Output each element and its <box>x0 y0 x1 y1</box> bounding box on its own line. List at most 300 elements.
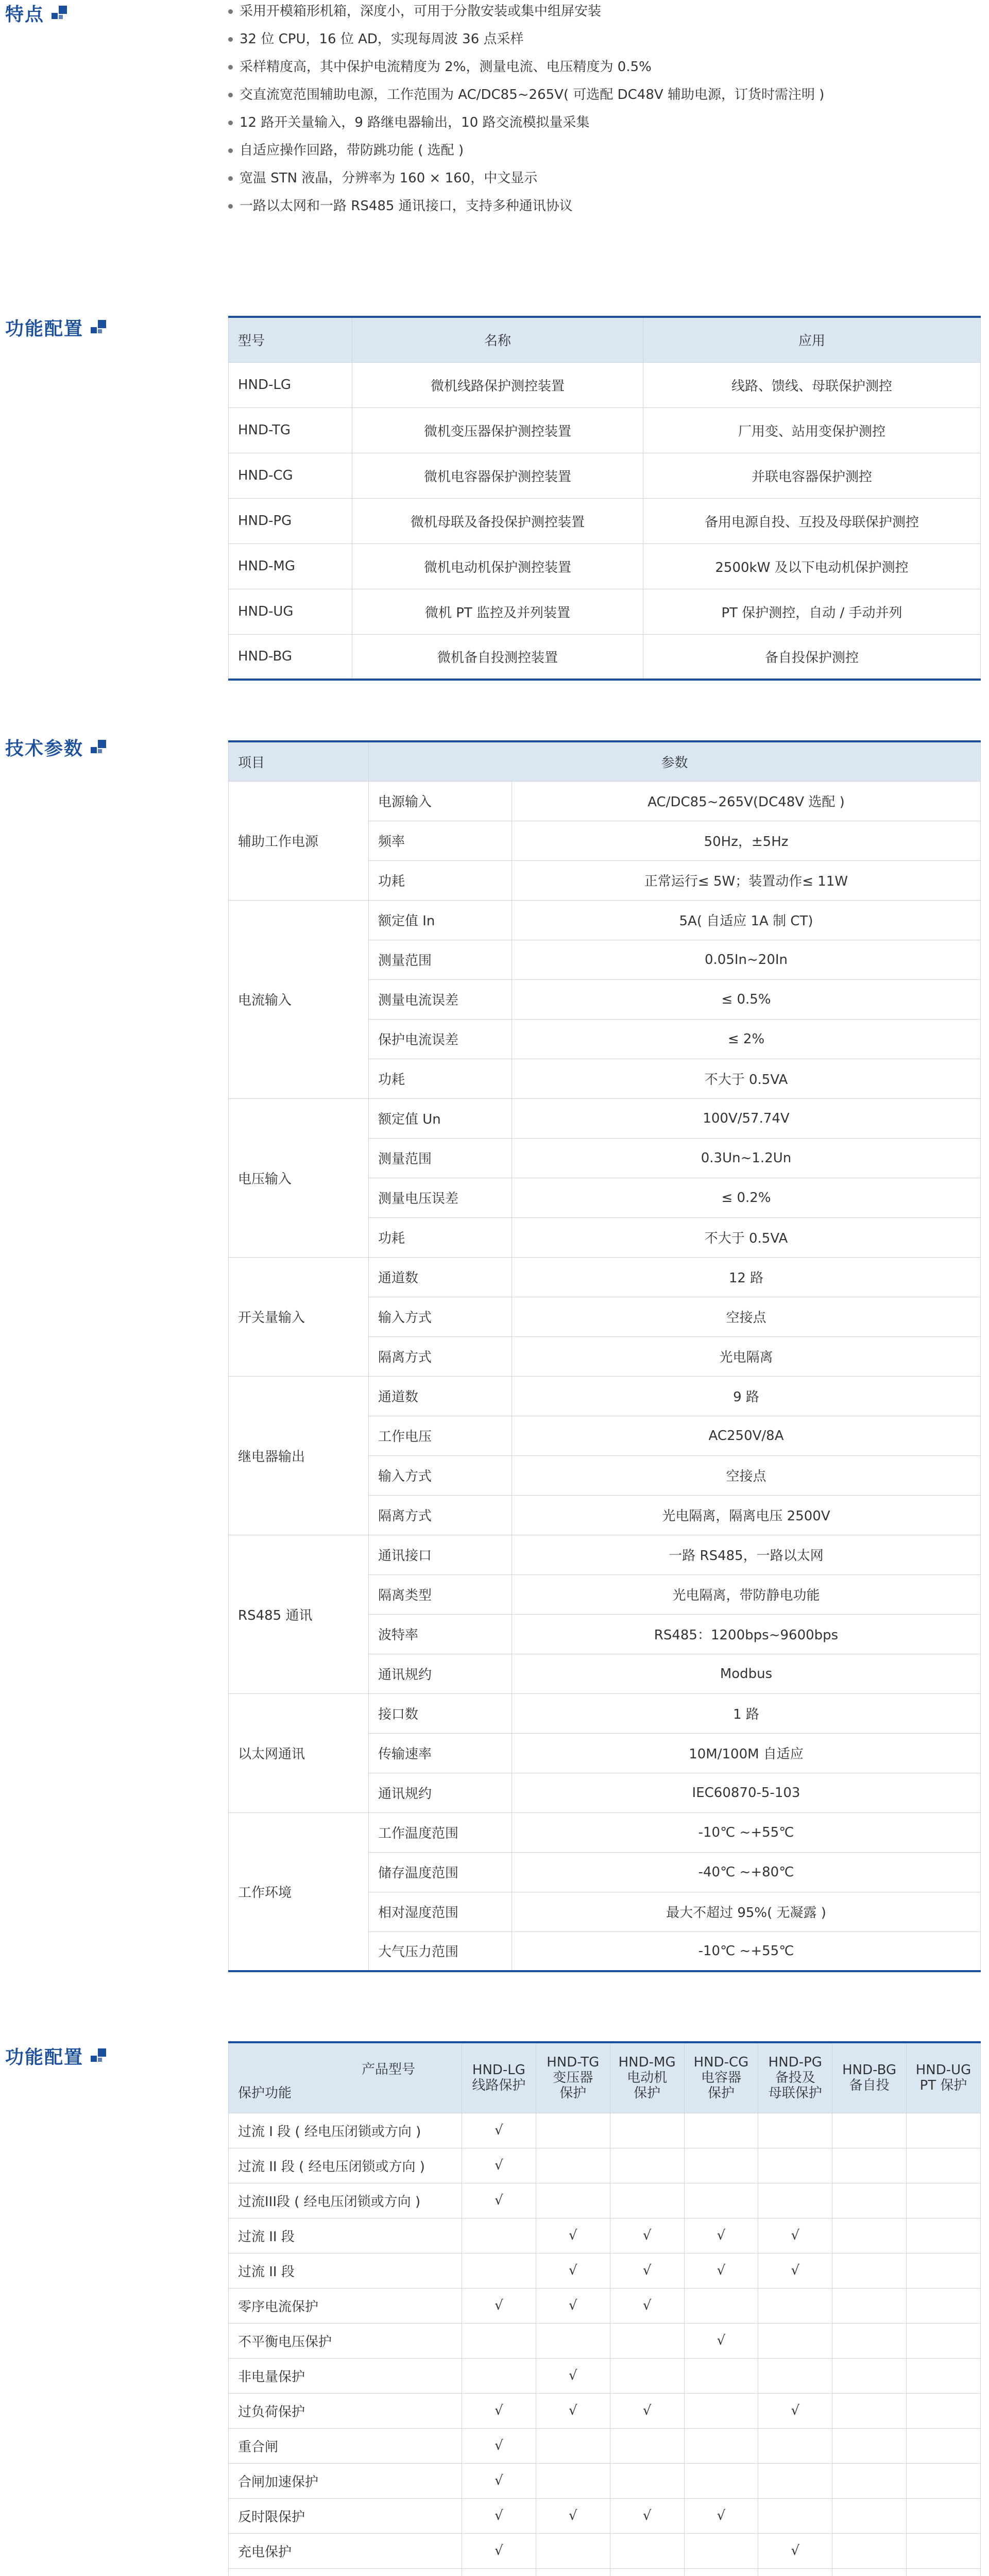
group-cell: 继电器输出 <box>229 1376 369 1535</box>
param-value-cell: RS485：1200bps~9600bps <box>512 1614 981 1654</box>
param-name-cell: 波特率 <box>369 1614 512 1654</box>
check-cell <box>536 2183 610 2218</box>
header-cell: 项目 <box>229 741 369 781</box>
param-name-cell: 输入方式 <box>369 1297 512 1336</box>
check-cell <box>610 2183 684 2218</box>
table-row <box>229 408 981 453</box>
param-value-cell: 不大于 0.5VA <box>512 1059 981 1098</box>
check-cell <box>684 2463 758 2498</box>
product-header-line: 备自投 <box>849 2078 890 2094</box>
product-header-line: 备投及 <box>775 2070 815 2086</box>
check-cell <box>684 2113 758 2148</box>
check-mark: √ <box>494 2543 503 2558</box>
table-cell: HND-UG <box>229 589 352 634</box>
param-name-cell: 工作电压 <box>369 1416 512 1455</box>
param-value-cell: Modbus <box>512 1654 981 1693</box>
check-cell <box>758 2253 832 2288</box>
table-row <box>229 1376 981 1416</box>
check-cell <box>684 2358 758 2393</box>
product-header-line: 线路保护 <box>472 2078 526 2094</box>
features-list <box>228 0 980 223</box>
check-mark: √ <box>642 2508 652 2523</box>
check-cell <box>832 2568 907 2576</box>
param-value-cell: 光电隔离，隔离电压 2500V <box>512 1495 981 1535</box>
param-value-cell: 光电隔离 <box>512 1336 981 1376</box>
feature-item: 宽温 STN 液晶，分辨率为 160 × 160，中文显示 <box>228 167 980 195</box>
section-squares-icon <box>91 740 109 755</box>
param-value-cell: AC250V/8A <box>512 1416 981 1455</box>
group-cell: 以太网通讯 <box>229 1693 369 1812</box>
check-mark: √ <box>494 2158 503 2173</box>
matrix-row <box>229 2253 981 2288</box>
function-name-cell: 过流 I 段 ( 经电压闭锁或方向 ) <box>229 2113 462 2148</box>
param-name-cell: 功耗 <box>369 1059 512 1098</box>
check-cell <box>462 2358 536 2393</box>
check-mark: √ <box>494 2473 503 2488</box>
check-cell <box>907 2288 981 2323</box>
product-header-line: HND-BG <box>842 2062 897 2078</box>
param-name-cell: 隔离类型 <box>369 1574 512 1614</box>
product-header-line: HND-PG <box>768 2055 822 2071</box>
matrix-row <box>229 2358 981 2393</box>
function-name-cell: 零序电流保护 <box>229 2288 462 2323</box>
check-cell <box>832 2393 907 2428</box>
check-cell <box>758 2463 832 2498</box>
check-cell <box>907 2113 981 2148</box>
check-cell <box>758 2533 832 2568</box>
product-header-line: 母联保护 <box>768 2086 822 2102</box>
param-name-cell: 通道数 <box>369 1257 512 1297</box>
group-cell: 电流输入 <box>229 900 369 1098</box>
check-cell <box>907 2498 981 2533</box>
product-header-cell <box>462 2042 536 2113</box>
section-squares-icon <box>91 2048 109 2064</box>
check-cell <box>832 2428 907 2463</box>
function-name-cell: 过流 II 段 <box>229 2253 462 2288</box>
feature-item: 采样精度高，其中保护电流精度为 2%，测量电流、电压精度为 0.5% <box>228 56 980 83</box>
header-cell: 型号 <box>229 317 352 362</box>
check-cell <box>462 2113 536 2148</box>
check-mark: √ <box>568 2263 577 2278</box>
matrix-row <box>229 2218 981 2253</box>
check-cell <box>684 2323 758 2358</box>
config1-title: 功能配置 <box>5 318 84 340</box>
product-header-line: HND-LG <box>472 2062 525 2078</box>
section-squares-icon <box>52 6 70 21</box>
product-header-line: HND-MG <box>618 2055 676 2071</box>
function-name-cell: 重合闸 <box>229 2428 462 2463</box>
check-cell <box>907 2568 981 2576</box>
check-cell <box>684 2288 758 2323</box>
product-header-line: 保护 <box>707 2086 735 2102</box>
check-mark: √ <box>568 2228 577 2243</box>
check-mark: √ <box>642 2228 652 2243</box>
param-value-cell: 最大不超过 95%( 无凝露 ) <box>512 1892 981 1931</box>
check-cell <box>832 2498 907 2533</box>
check-cell <box>610 2218 684 2253</box>
matrix-row <box>229 2393 981 2428</box>
param-name-cell: 测量范围 <box>369 940 512 979</box>
check-cell <box>610 2428 684 2463</box>
check-cell <box>462 2498 536 2533</box>
check-cell <box>536 2253 610 2288</box>
check-cell <box>610 2148 684 2183</box>
param-name-cell: 隔离方式 <box>369 1336 512 1376</box>
param-value-cell: -10℃ ~+55℃ <box>512 1931 981 1971</box>
check-cell <box>610 2358 684 2393</box>
check-cell <box>758 2218 832 2253</box>
param-value-cell: 正常运行≤ 5W；装置动作≤ 11W <box>512 860 981 900</box>
check-mark: √ <box>717 2228 726 2243</box>
corner-bottom-label: 保护功能 <box>238 2085 292 2101</box>
check-mark: √ <box>717 2333 726 2348</box>
check-cell <box>758 2393 832 2428</box>
model-table <box>228 316 981 681</box>
function-name-cell: 不平衡电压保护 <box>229 2323 462 2358</box>
check-cell <box>832 2113 907 2148</box>
param-value-cell: 50Hz，±5Hz <box>512 821 981 860</box>
check-cell <box>832 2463 907 2498</box>
param-value-cell: ≤ 2% <box>512 1019 981 1059</box>
matrix-row <box>229 2288 981 2323</box>
check-mark: √ <box>642 2263 652 2278</box>
function-name-cell: 过负荷保护 <box>229 2393 462 2428</box>
param-name-cell: 通讯规约 <box>369 1773 512 1812</box>
model-table-header <box>229 317 981 362</box>
tech-heading <box>5 734 109 760</box>
check-mark: √ <box>791 2403 800 2418</box>
matrix-row <box>229 2183 981 2218</box>
table-row <box>229 453 981 498</box>
check-mark: √ <box>494 2298 503 2313</box>
table-row <box>229 362 981 408</box>
check-mark: √ <box>717 2263 726 2278</box>
group-cell: 电压输入 <box>229 1098 369 1257</box>
product-header-line: HND-UG <box>915 2062 971 2078</box>
check-cell <box>832 2218 907 2253</box>
check-cell <box>758 2323 832 2358</box>
check-cell <box>536 2358 610 2393</box>
check-cell <box>610 2323 684 2358</box>
table-cell: 微机线路保护测控装置 <box>352 362 643 408</box>
check-cell <box>684 2568 758 2576</box>
param-value-cell: 空接点 <box>512 1455 981 1495</box>
tech-title: 技术参数 <box>5 738 84 759</box>
param-name-cell: 通讯规约 <box>369 1654 512 1693</box>
product-header-line: 保护 <box>559 2086 587 2102</box>
check-cell <box>610 2533 684 2568</box>
check-mark: √ <box>568 2403 577 2418</box>
table-row <box>229 1693 981 1733</box>
function-name-cell: 过流III段 ( 经电压闭锁或方向 ) <box>229 2183 462 2218</box>
check-mark: √ <box>717 2508 726 2523</box>
feature-item: 32 位 CPU，16 位 AD，实现每周波 36 点采样 <box>228 28 980 56</box>
param-value-cell: 1 路 <box>512 1693 981 1733</box>
table-cell: 并联电容器保护测控 <box>643 453 981 498</box>
check-cell <box>462 2183 536 2218</box>
product-header-cell <box>610 2042 684 2113</box>
check-cell <box>832 2533 907 2568</box>
feature-item: 采用开模箱形机箱，深度小，可用于分散安装或集中组屏安装 <box>228 0 980 28</box>
param-value-cell: 一路 RS485，一路以太网 <box>512 1535 981 1574</box>
check-cell <box>536 2323 610 2358</box>
product-header-line: 电容器 <box>701 2070 741 2086</box>
check-cell <box>610 2113 684 2148</box>
function-name-cell <box>229 2568 462 2576</box>
check-cell <box>832 2183 907 2218</box>
tech-params-table <box>228 740 981 1972</box>
check-cell <box>907 2533 981 2568</box>
check-cell <box>610 2463 684 2498</box>
check-cell <box>758 2183 832 2218</box>
table-row <box>229 1535 981 1574</box>
check-cell <box>462 2393 536 2428</box>
param-value-cell: 12 路 <box>512 1257 981 1297</box>
param-name-cell: 通讯接口 <box>369 1535 512 1574</box>
section-squares-icon <box>91 320 109 335</box>
param-value-cell: 0.3Un~1.2Un <box>512 1138 981 1178</box>
check-cell <box>536 2218 610 2253</box>
check-cell <box>907 2183 981 2218</box>
param-name-cell: 频率 <box>369 821 512 860</box>
param-name-cell: 接口数 <box>369 1693 512 1733</box>
check-mark: √ <box>568 2368 577 2383</box>
check-cell <box>536 2113 610 2148</box>
check-cell <box>758 2288 832 2323</box>
check-cell <box>462 2148 536 2183</box>
header-cell: 名称 <box>352 317 643 362</box>
check-cell <box>610 2253 684 2288</box>
param-name-cell: 测量范围 <box>369 1138 512 1178</box>
product-header-line: HND-TG <box>547 2055 600 2071</box>
table-row <box>229 1257 981 1297</box>
check-mark: √ <box>494 2193 503 2208</box>
matrix-header <box>229 2042 981 2113</box>
product-header-cell <box>684 2042 758 2113</box>
check-cell <box>462 2463 536 2498</box>
param-value-cell: -40℃ ~+80℃ <box>512 1852 981 1892</box>
check-cell <box>462 2288 536 2323</box>
table-row <box>229 498 981 544</box>
check-cell <box>462 2323 536 2358</box>
product-header-cell <box>832 2042 907 2113</box>
check-mark: √ <box>642 2298 652 2313</box>
header-cell: 参数 <box>369 741 981 781</box>
product-header-cell <box>907 2042 981 2113</box>
table-cell: PT 保护测控，自动 / 手动并列 <box>643 589 981 634</box>
check-cell <box>684 2253 758 2288</box>
group-cell: RS485 通讯 <box>229 1535 369 1693</box>
check-cell <box>684 2498 758 2533</box>
function-name-cell: 充电保护 <box>229 2533 462 2568</box>
table-cell: 微机变压器保护测控装置 <box>352 408 643 453</box>
param-name-cell: 保护电流误差 <box>369 1019 512 1059</box>
check-cell <box>907 2218 981 2253</box>
corner-cell <box>229 2042 462 2113</box>
table-cell: 厂用变、站用变保护测控 <box>643 408 981 453</box>
param-value-cell: IEC60870-5-103 <box>512 1773 981 1812</box>
param-name-cell: 功耗 <box>369 860 512 900</box>
param-value-cell: 光电隔离，带防静电功能 <box>512 1574 981 1614</box>
check-cell <box>610 2288 684 2323</box>
check-cell <box>536 2533 610 2568</box>
param-name-cell: 隔离方式 <box>369 1495 512 1535</box>
param-value-cell: 空接点 <box>512 1297 981 1336</box>
function-matrix-table <box>228 2041 981 2576</box>
group-cell: 开关量输入 <box>229 1257 369 1376</box>
matrix-row <box>229 2568 981 2576</box>
check-cell <box>462 2428 536 2463</box>
check-cell <box>832 2358 907 2393</box>
check-cell <box>758 2428 832 2463</box>
param-value-cell: -10℃ ~+55℃ <box>512 1812 981 1852</box>
check-cell <box>610 2393 684 2428</box>
function-name-cell: 合闸加速保护 <box>229 2463 462 2498</box>
check-cell <box>684 2218 758 2253</box>
function-name-cell: 过流 II 段 ( 经电压闭锁或方向 ) <box>229 2148 462 2183</box>
param-value-cell: 10M/100M 自适应 <box>512 1733 981 1773</box>
table-cell: 备自投保护测控 <box>643 634 981 680</box>
table-cell: HND-PG <box>229 498 352 544</box>
param-value-cell: ≤ 0.5% <box>512 979 981 1019</box>
table-cell: 备用电源自投、互投及母联保护测控 <box>643 498 981 544</box>
param-value-cell: AC/DC85~265V(DC48V 选配 ) <box>512 781 981 821</box>
check-cell <box>907 2428 981 2463</box>
group-cell: 辅助工作电源 <box>229 781 369 900</box>
check-cell <box>684 2393 758 2428</box>
check-cell <box>536 2463 610 2498</box>
matrix-row <box>229 2498 981 2533</box>
param-name-cell: 工作温度范围 <box>369 1812 512 1852</box>
param-value-cell: ≤ 0.2% <box>512 1178 981 1217</box>
check-cell <box>536 2288 610 2323</box>
matrix-row <box>229 2323 981 2358</box>
check-cell <box>907 2148 981 2183</box>
param-value-cell: 不大于 0.5VA <box>512 1217 981 1257</box>
param-name-cell: 相对湿度范围 <box>369 1892 512 1931</box>
function-name-cell: 非电量保护 <box>229 2358 462 2393</box>
check-cell <box>758 2358 832 2393</box>
matrix-row <box>229 2113 981 2148</box>
table-cell: 微机电容器保护测控装置 <box>352 453 643 498</box>
table-row <box>229 1098 981 1138</box>
param-value-cell: 9 路 <box>512 1376 981 1416</box>
check-cell <box>684 2148 758 2183</box>
feature-item: 自适应操作回路，带防跳功能 ( 选配 ) <box>228 139 980 167</box>
product-header-line: PT 保护 <box>919 2078 967 2094</box>
check-mark: √ <box>791 2543 800 2558</box>
param-name-cell: 传输速率 <box>369 1733 512 1773</box>
matrix-row <box>229 2148 981 2183</box>
table-row <box>229 900 981 940</box>
config2-title: 功能配置 <box>5 2047 84 2068</box>
matrix-row <box>229 2463 981 2498</box>
check-mark: √ <box>494 2508 503 2523</box>
product-header-line: 电动机 <box>627 2070 668 2086</box>
check-cell <box>610 2498 684 2533</box>
param-name-cell: 储存温度范围 <box>369 1852 512 1892</box>
product-header-line: 变压器 <box>553 2070 593 2086</box>
check-cell <box>832 2253 907 2288</box>
check-cell <box>832 2323 907 2358</box>
table-cell: HND-CG <box>229 453 352 498</box>
check-mark: √ <box>494 2403 503 2418</box>
check-cell <box>758 2148 832 2183</box>
check-cell <box>907 2463 981 2498</box>
feature-item: 一路以太网和一路 RS485 通讯接口，支持多种通讯协议 <box>228 195 980 223</box>
header-cell: 应用 <box>643 317 981 362</box>
features-heading <box>5 0 70 26</box>
param-name-cell: 电源输入 <box>369 781 512 821</box>
product-header-cell <box>758 2042 832 2113</box>
check-mark: √ <box>791 2228 800 2243</box>
check-cell <box>907 2393 981 2428</box>
check-cell <box>758 2498 832 2533</box>
check-cell <box>536 2498 610 2533</box>
check-cell <box>536 2148 610 2183</box>
table-cell: 微机 PT 监控及并列装置 <box>352 589 643 634</box>
check-mark: √ <box>568 2508 577 2523</box>
check-cell <box>536 2393 610 2428</box>
check-mark: √ <box>642 2403 652 2418</box>
param-name-cell: 额定值 In <box>369 900 512 940</box>
check-cell <box>758 2113 832 2148</box>
table-cell: HND-TG <box>229 408 352 453</box>
table-cell: 微机母联及备投保护测控装置 <box>352 498 643 544</box>
product-header-line: HND-CG <box>693 2055 749 2071</box>
tech-table-header <box>229 741 981 781</box>
config2-heading <box>5 2043 109 2069</box>
check-cell <box>684 2183 758 2218</box>
group-cell: 工作环境 <box>229 1812 369 1971</box>
check-mark: √ <box>494 2438 503 2453</box>
feature-item: 交直流宽范围辅助电源，工作范围为 AC/DC85~265V( 可选配 DC48V 辅助电源，订货时需注明 ) <box>228 83 980 111</box>
function-name-cell: 过流 II 段 <box>229 2218 462 2253</box>
table-cell: 微机电动机保护测控装置 <box>352 544 643 589</box>
check-cell <box>462 2253 536 2288</box>
check-cell <box>832 2288 907 2323</box>
check-cell <box>684 2533 758 2568</box>
check-cell <box>832 2148 907 2183</box>
check-cell <box>462 2533 536 2568</box>
check-cell <box>462 2568 536 2576</box>
table-cell: HND-MG <box>229 544 352 589</box>
check-cell <box>462 2218 536 2253</box>
table-row <box>229 634 981 680</box>
param-value-cell: 0.05In~20In <box>512 940 981 979</box>
check-cell <box>610 2568 684 2576</box>
table-cell: HND-BG <box>229 634 352 680</box>
table-row <box>229 1812 981 1852</box>
param-name-cell: 额定值 Un <box>369 1098 512 1138</box>
table-row <box>229 544 981 589</box>
param-name-cell: 输入方式 <box>369 1455 512 1495</box>
table-row <box>229 781 981 821</box>
product-header-line: 保护 <box>634 2086 661 2102</box>
corner-top-label: 产品型号 <box>361 2062 415 2077</box>
matrix-row <box>229 2533 981 2568</box>
config1-heading <box>5 314 109 341</box>
check-cell <box>758 2568 832 2576</box>
table-cell: 微机备自投测控装置 <box>352 634 643 680</box>
matrix-row <box>229 2428 981 2463</box>
features-title: 特点 <box>5 4 45 25</box>
table-cell: 2500kW 及以下电动机保护测控 <box>643 544 981 589</box>
param-name-cell: 通道数 <box>369 1376 512 1416</box>
check-cell <box>684 2428 758 2463</box>
check-cell <box>907 2253 981 2288</box>
check-mark: √ <box>791 2263 800 2278</box>
